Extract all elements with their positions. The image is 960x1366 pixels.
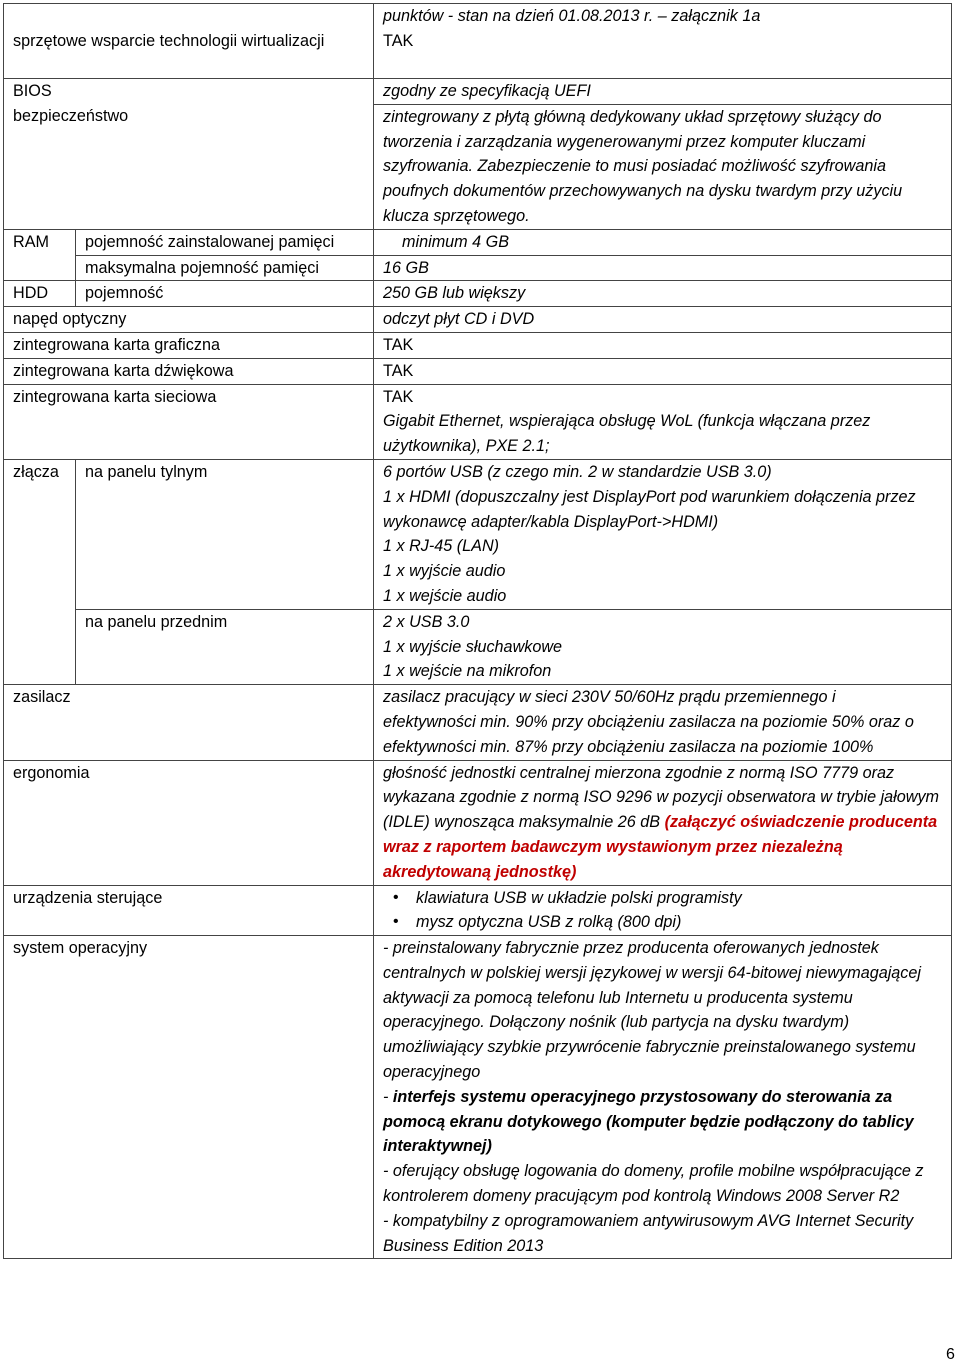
os-label: system operacyjny bbox=[4, 936, 374, 1259]
ports-rear-value bbox=[374, 459, 952, 609]
security-value: zintegrowany z płytą główną dedykowany układ sprzętowy służący do tworzenia i zarządzania wygenerowanymi przez komputer kluczami szyfrowania. Zabezpieczenie to musi posiadać możliwość szyfrowania poufnych dokumentów przechowywanych na dysku twardym przy użyciu klucza sprzętowego. bbox=[374, 104, 952, 229]
ports-rear-item: 1 x RJ-45 (LAN) bbox=[383, 537, 500, 556]
row-input-devices bbox=[4, 885, 952, 936]
row-virtualization bbox=[4, 4, 952, 79]
virtualization-value bbox=[374, 4, 952, 79]
spec-table bbox=[3, 3, 952, 1259]
optical-value: odczyt płyt CD i DVD bbox=[374, 307, 952, 333]
row-audio bbox=[4, 358, 952, 384]
row-network bbox=[4, 384, 952, 459]
ports-rear-item: 1 x wyjście audio bbox=[383, 562, 506, 581]
hdd-capacity-label: pojemność bbox=[76, 281, 374, 307]
list-item: • mysz optyczna USB z rolką (800 dpi) bbox=[383, 910, 951, 935]
network-value bbox=[374, 384, 952, 459]
row-ram-max bbox=[4, 255, 952, 281]
row-gpu bbox=[4, 332, 952, 358]
ports-front-item: 1 x wejście na mikrofon bbox=[383, 662, 552, 681]
ports-rear-item: 1 x wejście audio bbox=[383, 586, 507, 605]
os-touch-interface: interfejs systemu operacyjnego przystosowany do sterowania za pomocą ekranu dotykowego (komputer będzie podłączony do tablicy interaktywnej) bbox=[383, 1087, 914, 1156]
ergonomics-value bbox=[374, 760, 952, 885]
ram-max-value: 16 GB bbox=[374, 255, 952, 281]
network-label: zintegrowana karta sieciowa bbox=[4, 384, 374, 459]
os-value bbox=[374, 936, 952, 1259]
ports-front-item: 1 x wyjście słuchawkowe bbox=[383, 637, 563, 656]
row-ports-front bbox=[4, 609, 952, 684]
top-note: punktów - stan na dzień 01.08.2013 r. – załącznik 1a bbox=[383, 7, 761, 25]
ports-front-label: na panelu przednim bbox=[76, 609, 374, 684]
ports-rear-label: na panelu tylnym bbox=[76, 459, 374, 609]
os-paragraph-domain: - oferujący obsługę logowania do domeny, profile mobilne współpracujące z kontrolerem domeny pracującym pod kontrolą Windows 2008 Server R2 bbox=[383, 1162, 924, 1206]
security-label: bezpieczeństwo bbox=[4, 104, 374, 229]
ports-rear-item: 6 portów USB (z czego min. 2 w standardzie USB 3.0) bbox=[383, 462, 772, 481]
gpu-value: TAK bbox=[374, 332, 952, 358]
row-hdd bbox=[4, 281, 952, 307]
input-label: urządzenia sterujące bbox=[4, 885, 374, 936]
os-paragraph-touch bbox=[383, 1085, 943, 1159]
network-tak: TAK bbox=[383, 387, 414, 406]
audio-value: TAK bbox=[374, 358, 952, 384]
bios-label: BIOS bbox=[4, 79, 374, 105]
network-detail: Gigabit Ethernet, wspierająca obsługę WoL (funkcja włączana przez użytkownika), PXE 2.1; bbox=[383, 412, 871, 456]
os-paragraph-antivirus: - kompatybilny z oprogramowaniem antywirusowym AVG Internet Security Business Edition 2013 bbox=[383, 1211, 914, 1255]
audio-label: zintegrowana karta dźwiękowa bbox=[4, 358, 374, 384]
os-paragraph-preinstalled: - preinstalowany fabrycznie przez producenta oferowanych jednostek centralnych w polskiej wersji językowej w wersji 64-bitowej niewymagającej aktywacji za pomocą telefonu lub Internetu u producenta systemu operacyjnego. Dołączony nośnik (lub partycja na dysku twardym) umożliwiający szybkie przywrócenie fabrycznie preinstalowanego systemu operacyjnego bbox=[383, 939, 922, 1082]
psu-value: zasilacz pracujący w sieci 230V 50/60Hz prądu przemiennego i efektywności min. 90% przy obciążeniu zasilacza na poziomie 50% oraz o efektywności min. 87% przy obciążeniu zasilacza na poziomie 100% bbox=[374, 685, 952, 760]
ports-front-item: 2 x USB 3.0 bbox=[383, 612, 470, 631]
ports-front-value bbox=[374, 609, 952, 684]
input-device-list bbox=[383, 886, 951, 936]
ports-rear-item: 1 x HDMI (dopuszczalny jest DisplayPort pod warunkiem dołączenia przez wykonawcę adapter/kabla DisplayPort->HDMI) bbox=[383, 487, 916, 531]
ergonomics-label: ergonomia bbox=[4, 760, 374, 885]
optical-label: napęd optyczny bbox=[4, 307, 374, 333]
ram-installed-label: pojemność zainstalowanej pamięci bbox=[76, 229, 374, 255]
list-item: • klawiatura USB w układzie polski programisty bbox=[383, 886, 951, 911]
gpu-label: zintegrowana karta graficzna bbox=[4, 332, 374, 358]
row-bios bbox=[4, 79, 952, 105]
hdd-capacity-value: 250 GB lub większy bbox=[374, 281, 952, 307]
input-value bbox=[374, 885, 952, 936]
page-number: 6 bbox=[946, 1346, 955, 1363]
row-psu bbox=[4, 685, 952, 760]
row-ram-installed bbox=[4, 229, 952, 255]
ram-installed-value: minimum 4 GB bbox=[374, 229, 952, 255]
psu-label: zasilacz bbox=[4, 685, 374, 760]
ram-label: RAM bbox=[4, 229, 76, 281]
row-ports-rear bbox=[4, 459, 952, 609]
row-security bbox=[4, 104, 952, 229]
ergonomics-text: głośność jednostki centralnej mierzona zgodnie z normą ISO 7779 oraz wykazana zgodnie z normą ISO 9296 w pozycji obserwatora w trybie jałowym (IDLE) wynosząca maksymalnie 26 dB bbox=[383, 763, 940, 832]
ports-label: złącza bbox=[4, 459, 76, 684]
os-dash: - bbox=[383, 1087, 393, 1106]
ram-max-label: maksymalna pojemność pamięci bbox=[76, 255, 374, 281]
virtualization-label: sprzętowe wsparcie technologii wirtualizacji bbox=[4, 4, 374, 79]
row-ergonomics bbox=[4, 760, 952, 885]
hdd-label: HDD bbox=[4, 281, 76, 307]
virtualization-tak: TAK bbox=[383, 31, 414, 50]
row-os bbox=[4, 936, 952, 1259]
ergonomics-required-attachment: (załączyć oświadczenie producenta wraz z raportem badawczym wystawionym przez niezależną akredytowaną jednostkę) bbox=[383, 813, 938, 881]
bios-value: zgodny ze specyfikacją UEFI bbox=[374, 79, 952, 105]
row-optical bbox=[4, 307, 952, 333]
